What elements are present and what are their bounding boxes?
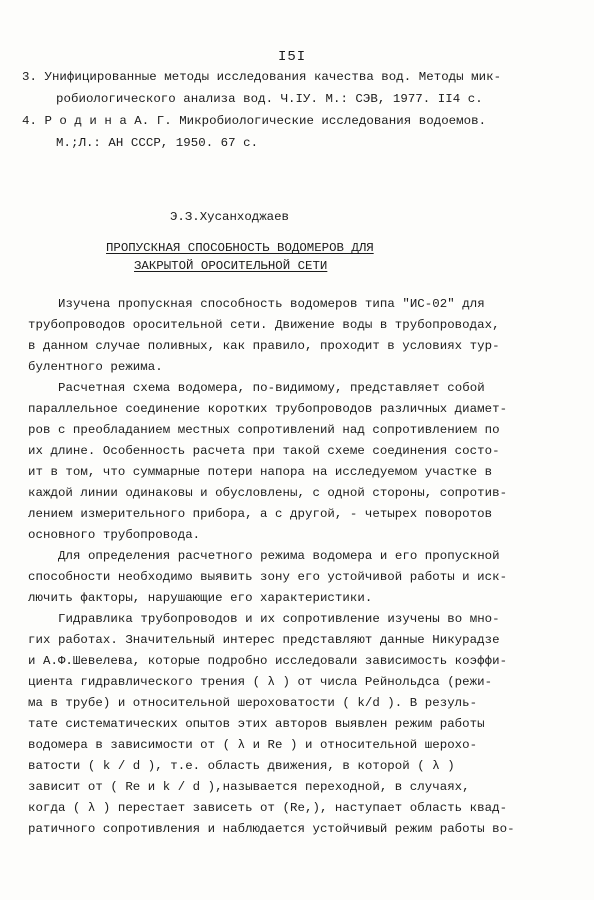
body-line: Для определения расчетного режима водомера и его пропускной: [58, 549, 500, 563]
page-number: I5I: [278, 49, 307, 65]
body-line: гих работах. Значительный интерес представляют данные Никурадзе: [28, 633, 500, 647]
body-line: ров с преобладанием местных сопротивлений над сопротивлением по: [28, 423, 500, 437]
body-line: Расчетная схема водомера, по-видимому, представляет собой: [58, 381, 485, 395]
body-line: Изучена пропускная способность водомеров типа "ИС-02" для: [58, 297, 485, 311]
body-line: зависит от ( Re и k / d ),называется переходной, в случаях,: [28, 780, 470, 794]
body-line: ратичного сопротивления и наблюдается устойчивый режим работы во-: [28, 822, 515, 836]
reference-item-3-line-2: робиологического анализа вод. Ч.IУ. М.: СЭВ, 1977. II4 с.: [56, 92, 483, 106]
body-line: параллельное соединение коротких трубопроводов различных диамет-: [28, 402, 508, 416]
body-line: циента гидравлического трения ( λ ) от числа Рейнольдса (режи-: [28, 675, 493, 689]
body-line: булентного режима.: [28, 360, 163, 374]
body-line: в данном случае поливных, как правило, проходит в условиях тур-: [28, 339, 500, 353]
article-author: Э.З.Хусанходжаев: [170, 210, 289, 224]
reference-item-4-line-1: 4. Р о д и н а А. Г. Микробиологические исследования водоемов.: [22, 114, 487, 128]
body-line: каждой линии одинаковы и обусловлены, с одной стороны, сопротив-: [28, 486, 508, 500]
article-title-line-1: ПРОПУСКНАЯ СПОСОБНОСТЬ ВОДОМЕРОВ ДЛЯ: [106, 241, 374, 255]
body-line: лением измерительного прибора, а с другой, - четырех поворотов: [28, 507, 493, 521]
body-line: основного трубопровода.: [28, 528, 201, 542]
reference-item-3-line-1: 3. Унифицированные методы исследования качества вод. Методы мик-: [22, 70, 502, 84]
reference-item-4-line-2: М.;Л.: АН СССР, 1950. 67 с.: [56, 136, 259, 150]
body-line: ма в трубе) и относительной шероховатости ( k/d ). В резуль-: [28, 696, 478, 710]
article-title-line-2: ЗАКРЫТОЙ ОРОСИТЕЛЬНОЙ СЕТИ: [134, 259, 328, 273]
body-line: и А.Ф.Шевелева, которые подробно исследовали зависимость коэффи-: [28, 654, 508, 668]
body-line: лючить факторы, нарушающие его характеристики.: [28, 591, 373, 605]
body-line: когда ( λ ) перестает зависеть от (Re,), наступает область квад-: [28, 801, 508, 815]
body-line: их длине. Особенность расчета при такой схеме соединения состо-: [28, 444, 500, 458]
body-line: ит в том, что суммарные потери напора на исследуемом участке в: [28, 465, 493, 479]
body-line: трубопроводов оросительной сети. Движение воды в трубопроводах,: [28, 318, 500, 332]
body-line: водомера в зависимости от ( λ и Re ) и относительной шерохо-: [28, 738, 478, 752]
body-line: тате систематических опытов этих авторов выявлен режим работы: [28, 717, 485, 731]
body-line: Гидравлика трубопроводов и их сопротивление изучены во мно-: [58, 612, 500, 626]
body-line: ватости ( k / d ), т.е. область движения, в которой ( λ ): [28, 759, 455, 773]
body-line: способности необходимо выявить зону его устойчивой работы и иск-: [28, 570, 508, 584]
